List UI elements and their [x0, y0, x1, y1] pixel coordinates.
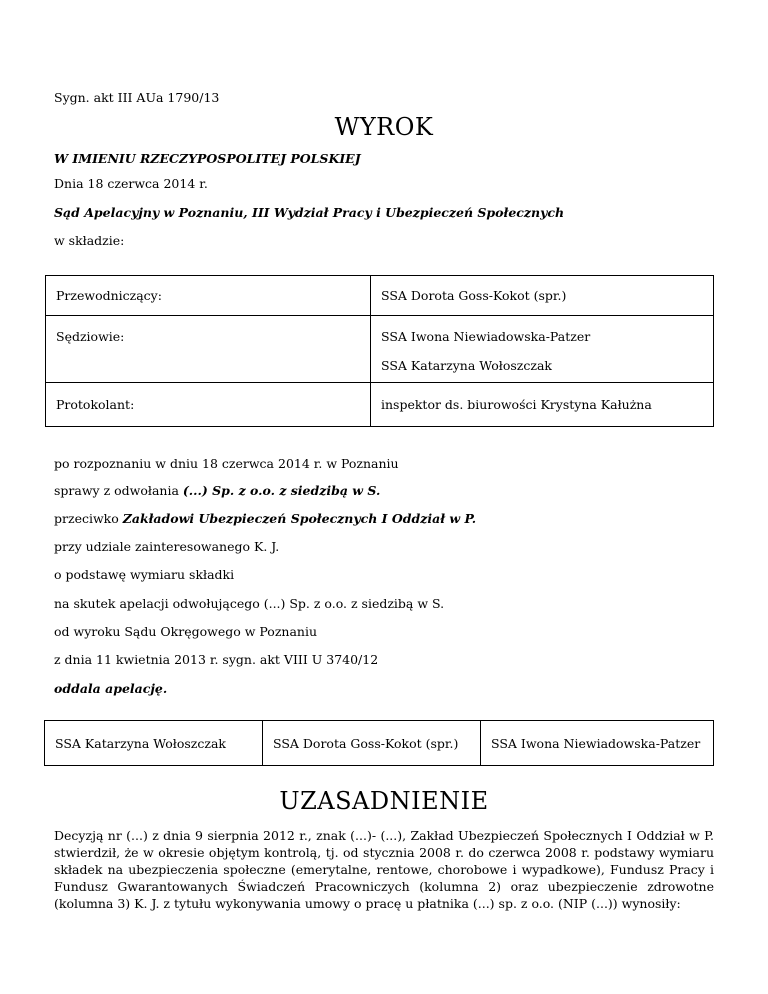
verdict-date: Dnia 18 czerwca 2014 r.	[54, 176, 208, 191]
justification-title: UZASADNIENIE	[279, 787, 489, 815]
judges-label: Sędziowie:	[56, 329, 125, 344]
clerk-name: inspektor ds. biurowości Krystyna Kałużna	[381, 396, 652, 412]
against-prefix: przeciwko	[54, 511, 123, 526]
chair-name: SSA Dorota Goss-Kokot (spr.)	[381, 287, 567, 303]
appeal-party-line	[54, 483, 380, 499]
interested-party-line: przy udziale zainteresowanego K. J.	[54, 539, 280, 554]
lower-court-date-line: z dnia 11 kwietnia 2013 r. sygn. akt VIII U 3740/12	[54, 652, 379, 667]
signature-1: SSA Katarzyna Wołoszczak	[45, 721, 263, 766]
justification-paragraph: Decyzją nr (...) z dnia 9 sierpnia 2012 r., znak (...)- (...), Zakład Ubezpieczeń Społecznych I Oddział w P. stwierdził, że w okresie objętym kontrolą, tj. od stycznia 2008 r. do czerwca 2008 r. podstawy wymiaru składek na ubezpieczenia społeczne (emerytalne, rentowe, chorobowe i wypadkowe), Fundusz Pracy i Fundusz Gwarantowanych Świadczeń Pracowniczych (kolumna 2) oraz ubezpieczenie zdrowotne (kolumna 3) K. J. z tytułu wykonywania umowy o pracę u płatnika (...) sp. z o.o. (NIP (...)) wynosiły:	[54, 828, 714, 911]
judge-name-1: SSA Iwona Niewiadowska-Patzer	[381, 329, 591, 344]
signatures-table	[44, 720, 714, 766]
chair-label: Przewodniczący:	[56, 287, 162, 303]
in-name-of-republic: W IMIENIU RZECZYPOSPOLITEJ POLSKIEJ	[54, 151, 361, 166]
against-line	[54, 511, 476, 527]
bench-table	[45, 275, 714, 427]
appellant-name: (...) Sp. z o.o. z siedzibą w S.	[182, 483, 381, 498]
case-reference: Sygn. akt III AUa 1790/13	[54, 90, 220, 105]
appeal-prefix: sprawy z odwołania	[54, 483, 183, 498]
signature-3: SSA Iwona Niewiadowska-Patzer	[481, 721, 714, 766]
lower-court-line: od wyroku Sądu Okręgowego w Poznaniu	[54, 624, 318, 639]
judge-name-2: SSA Katarzyna Wołoszczak	[381, 358, 552, 373]
composition-label: w składzie:	[54, 233, 125, 248]
appeal-basis-line: na skutek apelacji odwołującego (...) Sp. z o.o. z siedzibą w S.	[54, 596, 445, 611]
signatures-row	[45, 721, 714, 766]
clerk-label: Protokolant:	[56, 396, 135, 412]
bench-row-clerk	[46, 383, 714, 427]
subject-line: o podstawę wymiaru składki	[54, 567, 235, 582]
hearing-line: po rozpoznaniu w dniu 18 czerwca 2014 r. w Poznaniu	[54, 456, 399, 471]
ruling-text: oddala apelację.	[54, 681, 168, 696]
respondent-name: Zakładowi Ubezpieczeń Społecznych I Oddział w P.	[122, 511, 477, 526]
court-name: Sąd Apelacyjny w Poznaniu, III Wydział Pracy i Ubezpieczeń Społecznych	[54, 205, 565, 220]
verdict-title: WYROK	[334, 113, 434, 141]
bench-row-chair	[46, 276, 714, 316]
signature-2: SSA Dorota Goss-Kokot (spr.)	[263, 721, 481, 766]
bench-row-judges	[46, 316, 714, 383]
